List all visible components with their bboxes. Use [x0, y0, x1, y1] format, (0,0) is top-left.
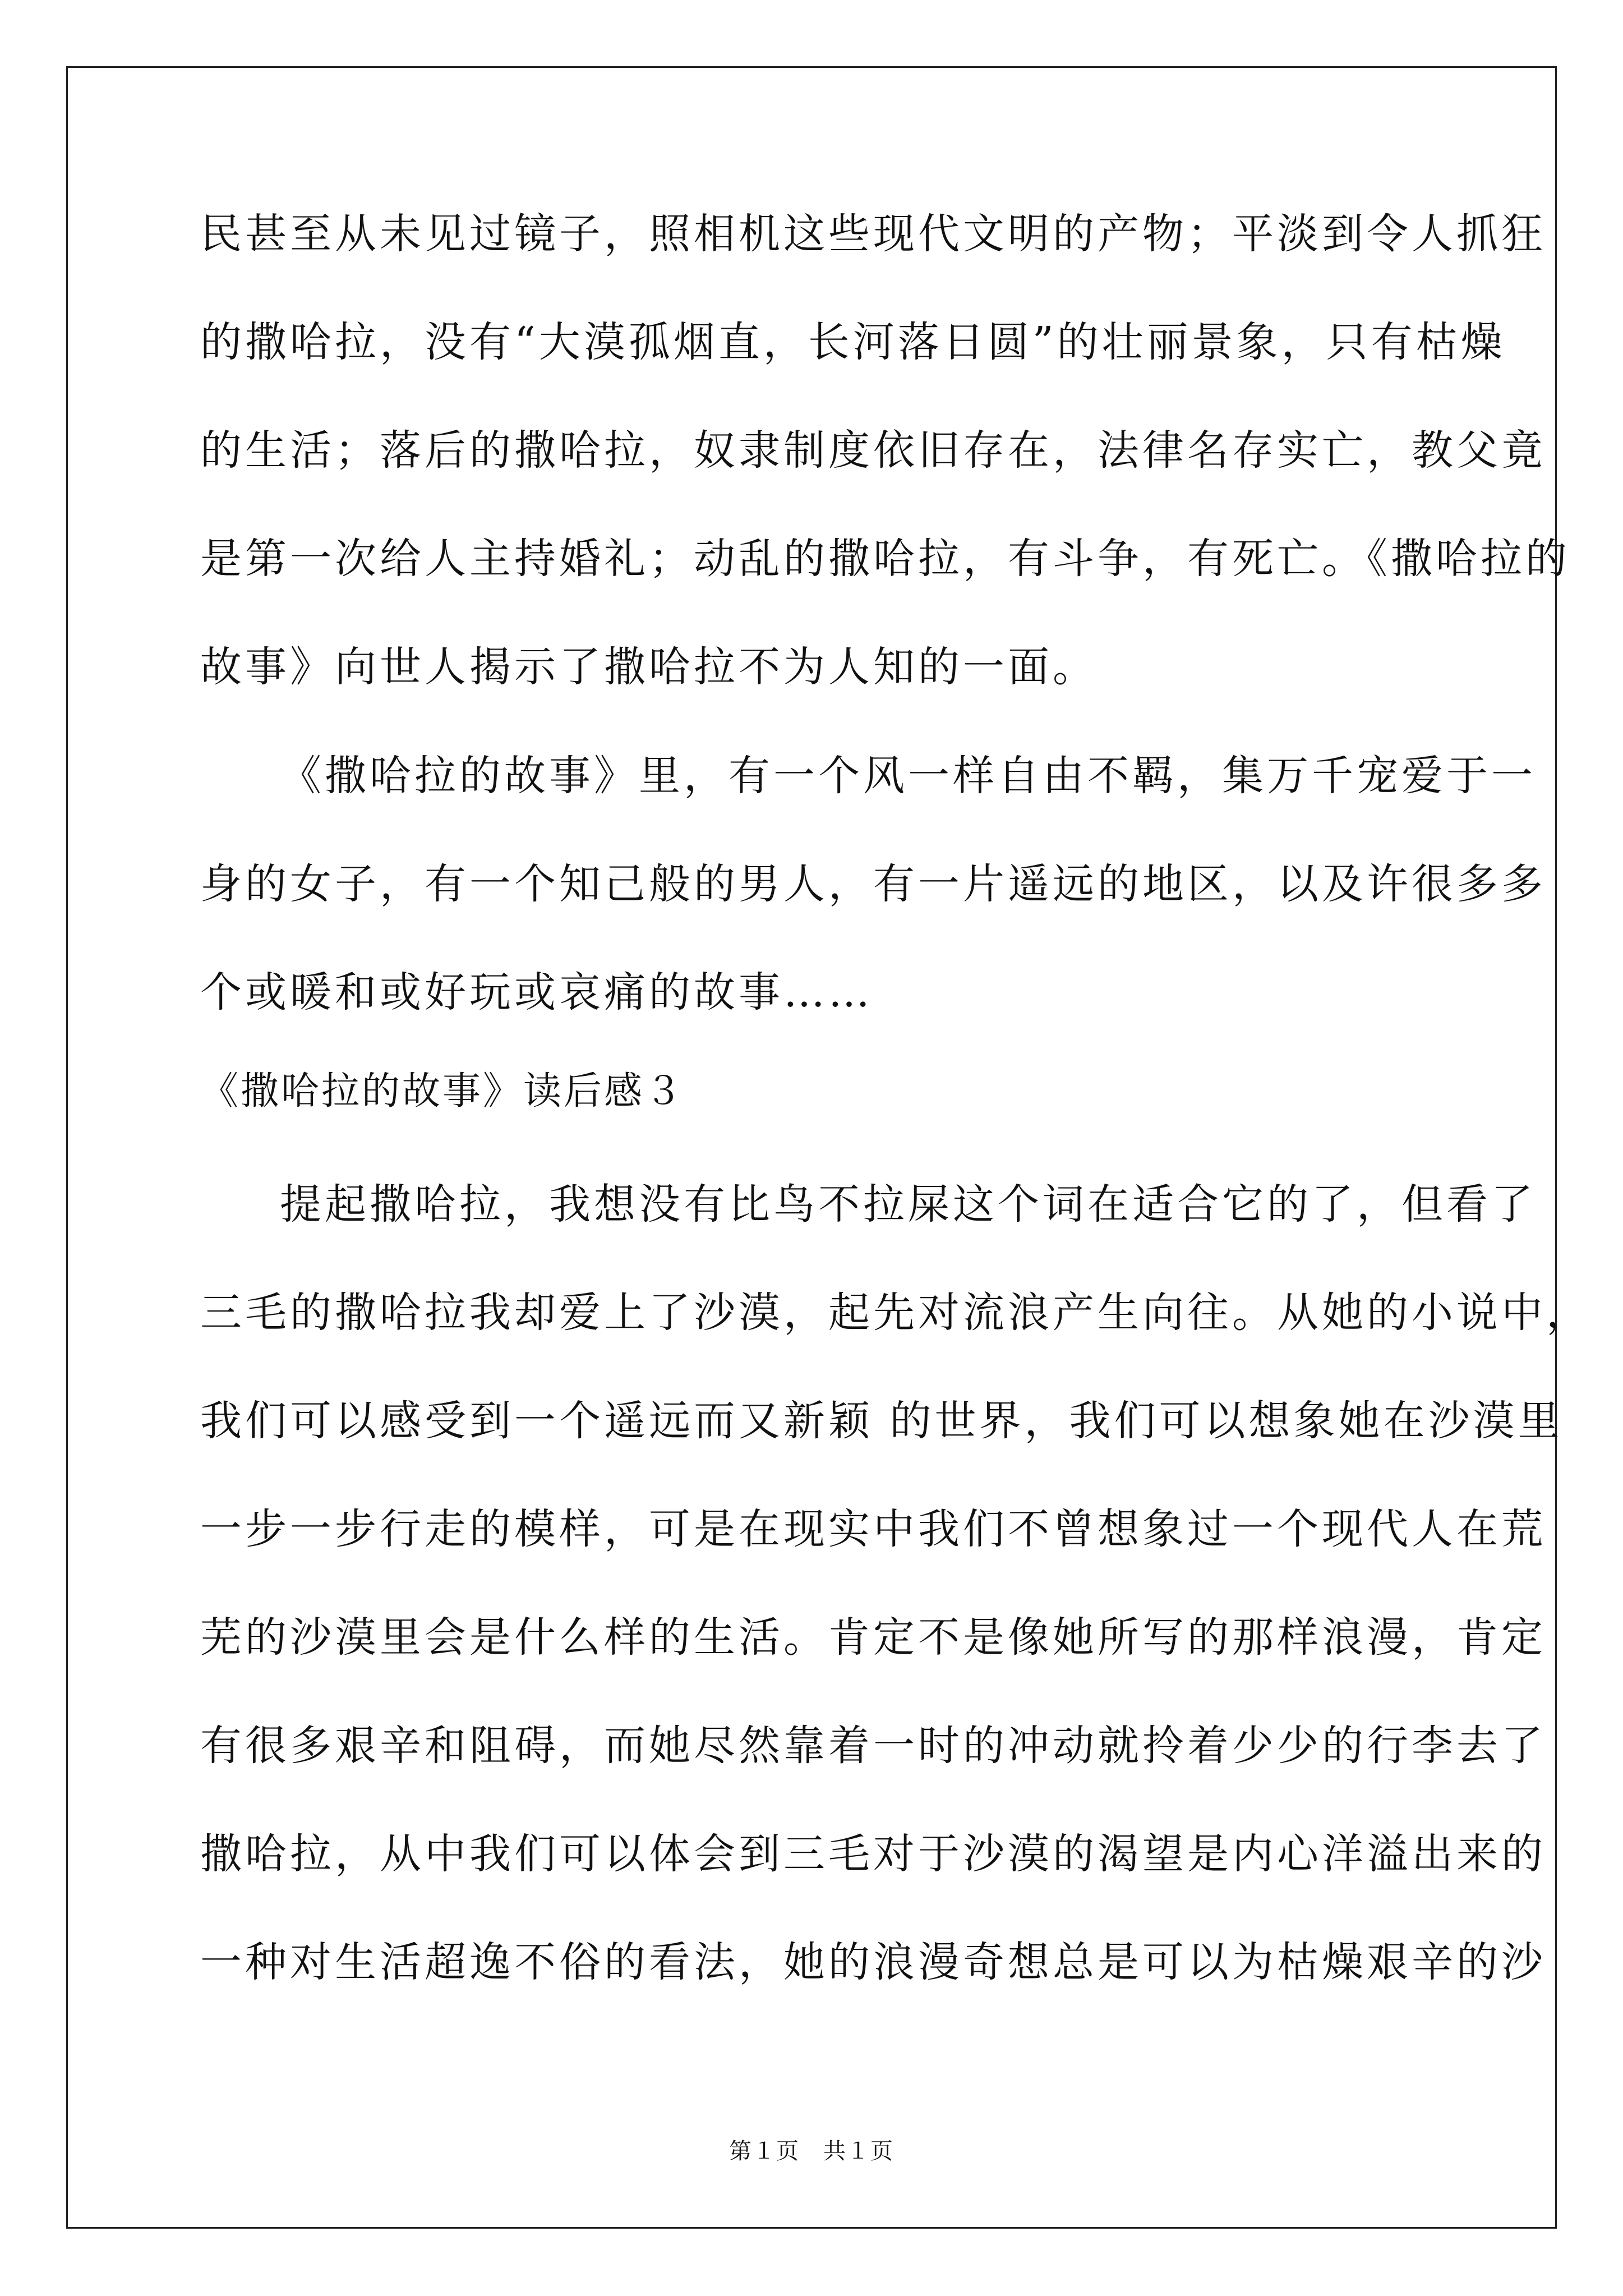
paragraph-line: 《撒哈拉的故事》里，有一个风一样自由不羁，集万千宠爱于一 [280, 752, 1536, 800]
paragraph-line: 个或暖和或好玩或哀痛的故事…… [200, 968, 873, 1016]
paragraph-line: 身的女子，有一个知己般的男人，有一片遥远的地区，以及许很多多 [200, 860, 1546, 908]
paragraph-line: 一步一步行走的模样，可是在现实中我们不曾想象过一个现代人在荒 [200, 1505, 1546, 1553]
page-number-footer: 第１页 共１页 [729, 2138, 894, 2164]
paragraph-line: 我们可以感受到一个遥远而又新颖 的世界，我们可以想象她在沙漠里 [200, 1397, 1563, 1445]
paragraph-line: 是第一次给人主持婚礼；动乱的撒哈拉，有斗争，有死亡。《撒哈拉的 [200, 535, 1570, 583]
paragraph-line: 有很多艰辛和阻碍，而她尽然靠着一时的冲动就拎着少少的行李去了 [200, 1722, 1546, 1770]
page-border [66, 66, 1557, 2229]
paragraph-line: 故事》向世人揭示了撒哈拉不为人知的一面。 [200, 643, 1098, 691]
paragraph-line: 的撒哈拉，没有“大漠孤烟直，长河落日圆”的壮丽景象，只有枯燥 [200, 318, 1506, 366]
paragraph-line: 芜的沙漠里会是什么样的生活。肯定不是像她所写的那样浪漫，肯定 [200, 1613, 1546, 1662]
paragraph-line: 三毛的撒哈拉我却爱上了沙漠，起先对流浪产生向往。从她的小说中， [200, 1289, 1591, 1337]
paragraph-line: 一种对生活超逸不俗的看法，她的浪漫奇想总是可以为枯燥艰辛的沙 [200, 1938, 1546, 1986]
paragraph-line: 的生活；落后的撒哈拉，奴隶制度依旧存在，法律名存实亡，教父竟 [200, 426, 1546, 475]
paragraph-line: 提起撒哈拉，我想没有比鸟不拉屎这个词在适合它的了，但看了 [280, 1180, 1536, 1228]
paragraph-line: 民甚至从未见过镜子，照相机这些现代文明的产物；平淡到令人抓狂 [200, 210, 1546, 258]
paragraph-line: 撒哈拉，从中我们可以体会到三毛对于沙漠的渴望是内心洋溢出来的 [200, 1830, 1546, 1878]
section-heading: 《撒哈拉的故事》读后感３ [200, 1069, 685, 1114]
